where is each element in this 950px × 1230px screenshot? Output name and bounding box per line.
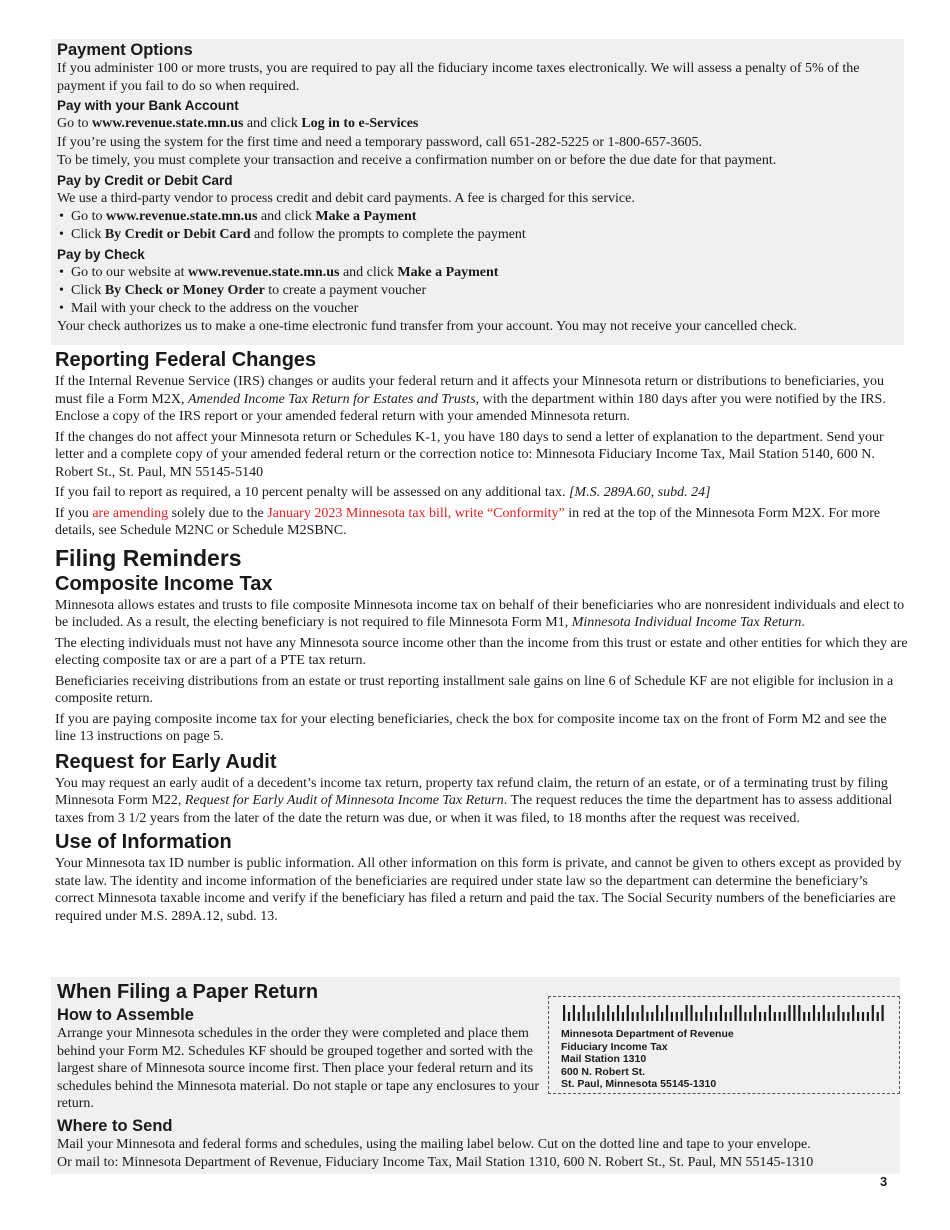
federal-p1: If the Internal Revenue Service (IRS) changes or audits your federal return and it affects your Minnesota return or distributions to beneficiaries, you must file a Form M2X, Amended Income Tax Return for Estates and Trusts, with the department within 180 days after you were notified by the IRS. Enclose a copy of the IRS report or your amended federal return with your amended Minnesota return.: [55, 374, 886, 424]
barcode-bar: [583, 1005, 585, 1021]
barcode-bar: [793, 1005, 795, 1021]
assemble-text: Arrange your Minnesota schedules in the order they were completed and place them behind your Form M2. Schedules KF should be grouped together and sorted with the largest share of Minnesota source income first. Then place your federal return and its schedules behind the Minnesota material. Do not staple or tape any enclosures to your return.: [57, 1026, 540, 1111]
barcode-bar: [666, 1005, 668, 1021]
barcode-bar: [857, 1012, 859, 1021]
barcode-bar: [632, 1012, 634, 1021]
check-heading: Pay by Check: [57, 247, 145, 262]
composite-p2: The electing individuals must not have any Minnesota source income other than the income from this trust or estate and other entities for which they are electing composite tax or are a part of a PTE tax return.: [55, 635, 908, 668]
barcode-bar: [568, 1012, 570, 1021]
barcode-bar: [779, 1012, 781, 1021]
barcode-bar: [754, 1005, 756, 1021]
federal-p3: If you fail to report as required, a 10 percent penalty will be assessed on any additional tax. [M.S. 289A.60, subd. 24]: [55, 485, 711, 500]
barcode-bar: [847, 1012, 849, 1021]
barcode-bar: [641, 1005, 643, 1021]
barcode-bar: [646, 1012, 648, 1021]
barcode-bar: [784, 1012, 786, 1021]
list-item: • Click By Check or Money Order to create a payment voucher: [57, 282, 898, 300]
label-address: Minnesota Department of Revenue Fiduciary Income Tax Mail Station 1310 600 N. Robert St. St. Paul, Minnesota 55145-1310: [561, 1028, 734, 1090]
barcode-bar: [676, 1012, 678, 1021]
early-audit-heading: Request for Early Audit: [55, 750, 277, 773]
info-p1: Your Minnesota tax ID number is public information. All other information on this form is private, and cannot be given to others except as provided by state law. The identity and income information of the beneficiaries are required under state law so the department can determine the beneficiary’s correct Minnesota taxable income and verify if the beneficiary has filed a return and paid the tax. The Social Security numbers of the beneficiaries are required under M.S. 289A.12, subd. 13.: [55, 856, 902, 924]
barcode-bar: [671, 1012, 673, 1021]
paper-return-title: When Filing a Paper Return: [57, 981, 319, 1003]
barcode-bar: [720, 1005, 722, 1021]
barcode-bar: [872, 1005, 874, 1021]
barcode-bar: [813, 1005, 815, 1021]
barcode-bar: [882, 1005, 884, 1021]
barcode-bar: [588, 1012, 590, 1021]
barcode-bar: [749, 1012, 751, 1021]
barcode-bar: [656, 1005, 658, 1021]
barcode-bar: [764, 1012, 766, 1021]
barcode-bar: [803, 1012, 805, 1021]
payment-options-section: [51, 39, 904, 345]
barcode-bar: [823, 1005, 825, 1021]
barcode-bar: [627, 1005, 629, 1021]
barcode-bar: [710, 1012, 712, 1021]
barcode-bar: [705, 1005, 707, 1021]
use-of-information-heading: Use of Information: [55, 831, 232, 853]
payment-intro: If you administer 100 or more trusts, you are required to pay all the fiduciary income taxes electronically. We will assess a penalty of 5% of the payment if you fail to do so when required.: [57, 61, 860, 94]
composite-p1: Minnesota allows estates and trusts to file composite Minnesota income tax on behalf of their beneficiaries who are nonresident individuals and elect to be included. As a result, the electing beneficiary is not required to file Minnesota Form M1, Minnesota Individual Income Tax Return.: [55, 597, 905, 630]
barcode-bar: [695, 1012, 697, 1021]
send-p1: Mail your Minnesota and federal forms and schedules, using the mailing label below. Cut on the dotted line and tape to your envelope.: [57, 1136, 811, 1152]
bank-line-3: To be timely, you must complete your transaction and receive a confirmation number on or before the due date for that payment.: [57, 153, 777, 168]
barcode-bar: [607, 1005, 609, 1021]
barcode-bar: [686, 1005, 688, 1021]
payment-options-title: Payment Options: [57, 41, 193, 59]
list-item: • Mail with your check to the address on the voucher: [57, 300, 898, 318]
federal-p4: If you are amending solely due to the January 2023 Minnesota tax bill, write “Conformity” in red at the top of the Minnesota Form M2X. For more details, see Schedule M2NC or Schedule M2SBNC.: [55, 505, 881, 538]
barcode-bar: [735, 1005, 737, 1021]
barcode-bar: [837, 1005, 839, 1021]
barcode-bar: [842, 1012, 844, 1021]
main-content: [55, 346, 910, 928]
list-item: • Click By Credit or Debit Card and follow the prompts to complete the payment: [57, 226, 898, 244]
barcode-bar: [739, 1005, 741, 1021]
page-number: 3: [880, 1174, 888, 1189]
barcode-bar: [612, 1012, 614, 1021]
barcode-bar: [769, 1005, 771, 1021]
barcode-bar: [637, 1012, 639, 1021]
where-to-send-heading: Where to Send: [57, 1116, 173, 1135]
audit-p1: You may request an early audit of a decedent’s income tax return, property tax refund claim, the return of an estate, or of a terminating trust by filing Minnesota Form M22, Request for Early Audit of Minnesota Income Tax Return. The request reduces the time the department has to assess additional taxes from 3 1/2 years from the later of the date the return was due, or when it was filed, to 18 months after the request was received.: [55, 775, 893, 826]
federal-changes-title: Reporting Federal Changes: [55, 349, 317, 371]
barcode-bar: [597, 1005, 599, 1021]
barcode-bar: [725, 1012, 727, 1021]
barcode-bar: [573, 1005, 575, 1021]
barcode-bar: [867, 1012, 869, 1021]
barcode-bar: [744, 1012, 746, 1021]
composite-p4: If you are paying composite income tax for your electing beneficiaries, check the box for composite income tax on the front of Form M2 and see the line 13 instructions on page 5.: [55, 711, 887, 744]
list-item: • Go to our website at www.revenue.state.mn.us and click Make a Payment: [57, 264, 898, 282]
barcode-bar: [877, 1012, 879, 1021]
filing-reminders-title: Filing Reminders: [55, 544, 242, 571]
card-heading: Pay by Credit or Debit Card: [57, 172, 233, 188]
federal-p2: If the changes do not affect your Minnesota return or Schedules K-1, you have 180 days to send a letter of explanation to the department. Send your letter and a complete copy of your amended federal return or the correction notice to: Minnesota Fiduciary Income Tax, Mail Station 5140, 600 N. Robert St., St. Paul, MN 55145-5140: [55, 429, 884, 480]
barcode-bar: [828, 1012, 830, 1021]
barcode-bar: [578, 1012, 580, 1021]
barcode-bar: [759, 1012, 761, 1021]
barcode-bar: [788, 1005, 790, 1021]
barcode-bar: [592, 1012, 594, 1021]
barcode-bar: [661, 1012, 663, 1021]
bank-line-1: Go to www.revenue.state.mn.us and click Log in to e-Services: [57, 116, 419, 131]
check-note: Your check authorizes us to make a one-time electronic fund transfer from your account. You may not receive your cancelled check.: [57, 319, 797, 334]
bank-account-heading: Pay with your Bank Account: [57, 98, 239, 113]
barcode-bar: [651, 1012, 653, 1021]
card-intro: We use a third-party vendor to process credit and debit card payments. A fee is charged for this service.: [57, 190, 635, 206]
composite-heading: Composite Income Tax: [55, 572, 273, 595]
barcode-bar: [862, 1012, 864, 1021]
barcode-bar: [818, 1012, 820, 1021]
send-p2: Or mail to: Minnesota Department of Revenue, Fiduciary Income Tax, Mail Station 1310, 600 N. Robert St., St. Paul, MN 55145-1310: [57, 1155, 814, 1170]
revenue-url[interactable]: www.revenue.state.mn.us: [188, 265, 340, 280]
list-item: • Go to www.revenue.state.mn.us and click Make a Payment: [57, 208, 898, 226]
barcode-bar: [730, 1012, 732, 1021]
barcode-bar: [622, 1012, 624, 1021]
check-steps: [57, 264, 898, 318]
revenue-url[interactable]: www.revenue.state.mn.us: [92, 116, 244, 131]
barcode-bar: [852, 1005, 854, 1021]
barcode-bar: [563, 1005, 565, 1021]
composite-p3: Beneficiaries receiving distributions from an estate or trust reporting installment sale gains on line 6 of Schedule KF are not eligible for inclusion in a composite return.: [55, 673, 894, 706]
barcode-bar: [690, 1005, 692, 1021]
barcode-bar: [715, 1012, 717, 1021]
barcode-bar: [602, 1012, 604, 1021]
barcode-bar: [681, 1012, 683, 1021]
barcode-bar: [774, 1012, 776, 1021]
barcode-bar: [798, 1005, 800, 1021]
barcode-bar: [808, 1012, 810, 1021]
barcode-bar: [700, 1012, 702, 1021]
mailing-label[interactable]: [548, 996, 900, 1094]
barcode-bar: [617, 1005, 619, 1021]
revenue-url[interactable]: www.revenue.state.mn.us: [106, 209, 258, 224]
bank-line-2: If you’re using the system for the first time and need a temporary password, call 651-282-5225 or 1-800-657-3605.: [57, 134, 703, 150]
barcode-bar: [833, 1012, 835, 1021]
postal-barcode: [563, 1005, 889, 1021]
card-steps: [57, 208, 898, 244]
how-to-assemble-heading: How to Assemble: [57, 1006, 194, 1024]
